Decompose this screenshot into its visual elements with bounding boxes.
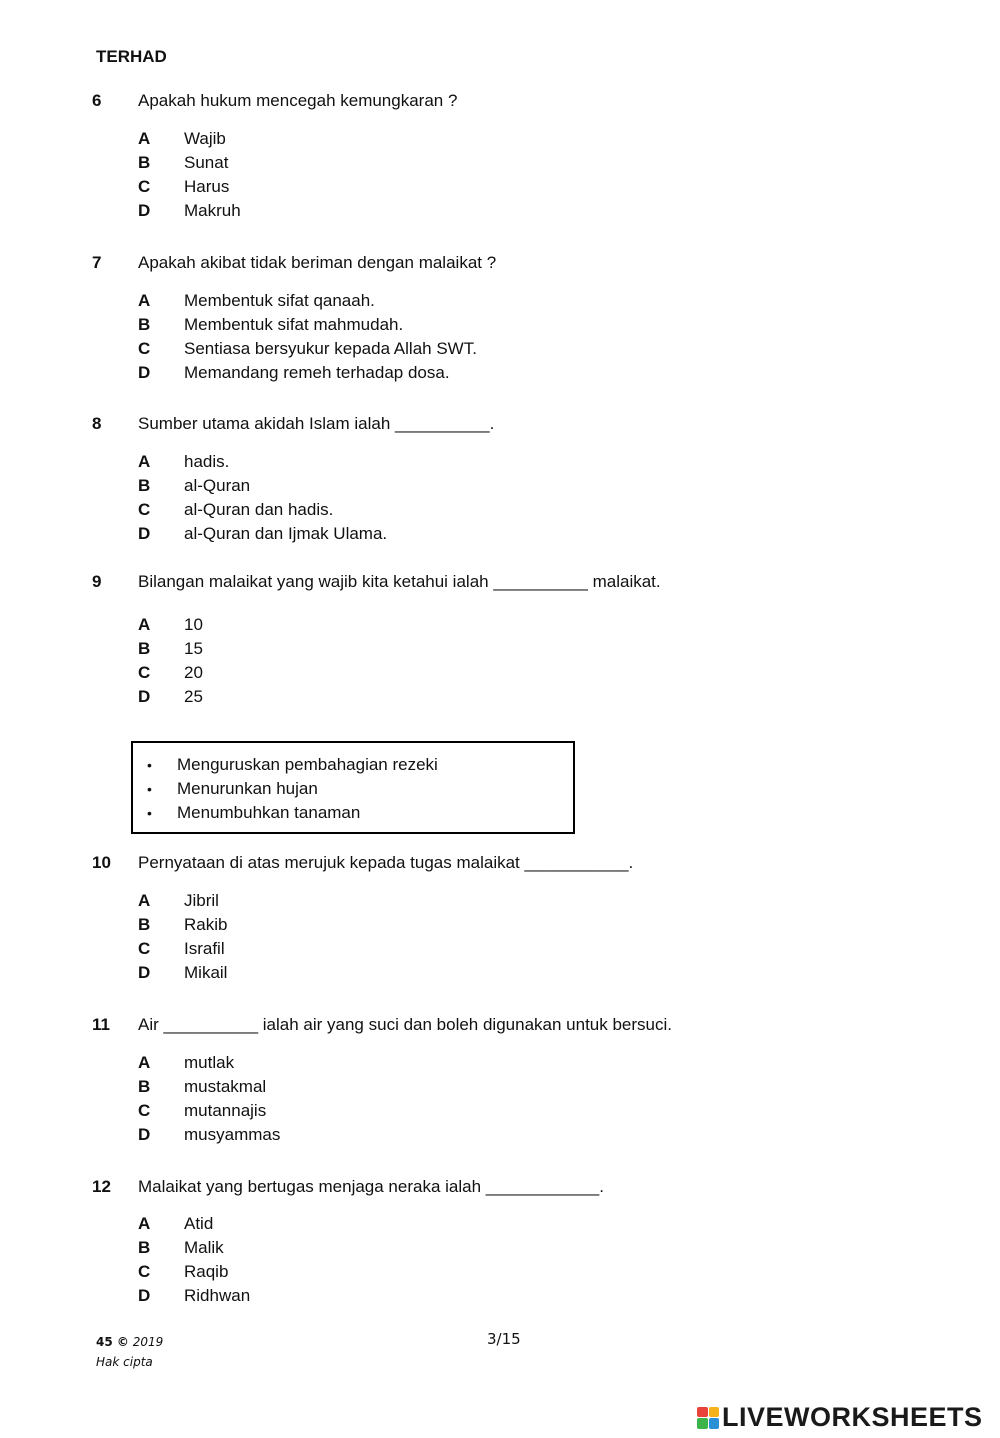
option-item[interactable] [138, 361, 477, 385]
option-item[interactable] [138, 199, 241, 223]
option-text: Wajib [184, 129, 226, 148]
option-text: Mikail [184, 963, 228, 982]
option-text: musyammas [184, 1125, 281, 1144]
option-text: mutannajis [184, 1101, 267, 1120]
option-text: Harus [184, 177, 230, 196]
option-text: Jibril [184, 891, 219, 910]
option-item[interactable] [138, 450, 387, 474]
option-text: al-Quran dan hadis. [184, 500, 334, 519]
option-text: 20 [184, 663, 203, 682]
question-number: 9 [92, 572, 102, 591]
bullet-icon: • [147, 805, 152, 821]
option-item[interactable] [138, 313, 477, 337]
option-item[interactable] [138, 685, 203, 709]
statement-item [147, 753, 438, 777]
option-letter: B [138, 639, 151, 658]
option-item[interactable] [138, 289, 477, 313]
option-text: 15 [184, 639, 203, 658]
question-number: 10 [92, 853, 111, 872]
option-text: Sunat [184, 153, 229, 172]
option-list [138, 889, 227, 985]
option-letter: C [138, 939, 151, 958]
option-list [138, 289, 477, 385]
option-item[interactable] [138, 1051, 280, 1075]
option-letter: D [138, 201, 151, 220]
footer-rights: Hak cipta [96, 1355, 153, 1369]
option-text: mutlak [184, 1053, 235, 1072]
option-list [138, 613, 203, 709]
option-item[interactable] [138, 613, 203, 637]
option-item[interactable] [138, 1284, 250, 1308]
option-item[interactable] [138, 337, 477, 361]
statement-list [147, 753, 438, 825]
option-letter: C [138, 1101, 151, 1120]
option-letter: A [138, 615, 151, 634]
option-text: Ridhwan [184, 1286, 251, 1305]
option-letter: B [138, 915, 151, 934]
option-letter: D [138, 524, 151, 543]
option-list [138, 1051, 280, 1147]
option-letter: C [138, 177, 151, 196]
option-letter: B [138, 315, 151, 334]
option-list [138, 1212, 250, 1308]
option-text: al-Quran [184, 476, 251, 495]
header-restricted: TERHAD [96, 47, 167, 66]
option-text: Membentuk sifat mahmudah. [184, 315, 404, 334]
question-text: Air __________ ialah air yang suci dan boleh digunakan untuk bersuci. [138, 1015, 672, 1034]
question-text: Apakah hukum mencegah kemungkaran ? [138, 91, 458, 110]
option-text: hadis. [184, 452, 230, 471]
option-letter: D [138, 1286, 151, 1305]
option-item[interactable] [138, 961, 227, 985]
option-item[interactable] [138, 1260, 250, 1284]
option-text: mustakmal [184, 1077, 267, 1096]
question-text: Malaikat yang bertugas menjaga neraka ialah ____________. [138, 1177, 604, 1196]
statement-text: Menurunkan hujan [177, 779, 318, 798]
option-item[interactable] [138, 889, 227, 913]
option-item[interactable] [138, 1075, 280, 1099]
copyright-footer [96, 1332, 163, 1372]
bullet-icon: • [147, 781, 152, 797]
option-letter: C [138, 1262, 151, 1281]
option-item[interactable] [138, 127, 241, 151]
option-letter: C [138, 339, 151, 358]
option-item[interactable] [138, 661, 203, 685]
option-letter: B [138, 153, 151, 172]
statement-item [147, 777, 438, 801]
option-letter: D [138, 1125, 151, 1144]
option-item[interactable] [138, 937, 227, 961]
question-text: Apakah akibat tidak beriman dengan malaikat ? [138, 253, 497, 272]
option-item[interactable] [138, 1099, 280, 1123]
option-text: Membentuk sifat qanaah. [184, 291, 375, 310]
option-text: 25 [184, 687, 203, 706]
question-number: 8 [92, 414, 102, 433]
question-text: Bilangan malaikat yang wajib kita ketahui ialah __________ malaikat. [138, 572, 661, 591]
option-text: Raqib [184, 1262, 229, 1281]
option-item[interactable] [138, 498, 387, 522]
option-item[interactable] [138, 1212, 250, 1236]
liveworksheets-brand [697, 1402, 983, 1433]
option-letter: A [138, 129, 151, 148]
liveworksheets-logo-icon [697, 1407, 719, 1429]
option-text: Memandang remeh terhadap dosa. [184, 363, 450, 382]
bullet-icon: • [147, 757, 152, 773]
option-item[interactable] [138, 913, 227, 937]
option-letter: A [138, 1053, 151, 1072]
statement-item [147, 801, 438, 825]
question-text: Sumber utama akidah Islam ialah __________. [138, 414, 495, 433]
option-letter: D [138, 687, 151, 706]
question-number: 11 [92, 1015, 110, 1034]
option-letter: B [138, 476, 151, 495]
option-item[interactable] [138, 175, 241, 199]
statement-text: Menguruskan pembahagian rezeki [177, 755, 438, 774]
option-text: Sentiasa bersyukur kepada Allah SWT. [184, 339, 477, 358]
option-item[interactable] [138, 151, 241, 175]
option-letter: A [138, 291, 151, 310]
option-letter: B [138, 1238, 151, 1257]
option-text: al-Quran dan Ijmak Ulama. [184, 524, 388, 543]
option-item[interactable] [138, 1236, 250, 1260]
option-text: Makruh [184, 201, 241, 220]
option-letter: D [138, 963, 151, 982]
statement-text: Menumbuhkan tanaman [177, 803, 361, 822]
option-text: Rakib [184, 915, 228, 934]
footer-year: 2019 [132, 1335, 164, 1349]
question-number: 12 [92, 1177, 111, 1196]
option-list [138, 127, 241, 223]
option-letter: A [138, 891, 151, 910]
option-text: Atid [184, 1214, 214, 1233]
option-letter: C [138, 500, 151, 519]
option-letter: A [138, 1214, 151, 1233]
question-text: Pernyataan di atas merujuk kepada tugas malaikat ___________. [138, 853, 634, 872]
option-item[interactable] [138, 1123, 280, 1147]
page-number: 3/15 [487, 1330, 521, 1348]
option-item[interactable] [138, 637, 203, 661]
footer-code: 45 © [96, 1335, 129, 1349]
option-letter: C [138, 663, 151, 682]
question-number: 6 [92, 91, 102, 110]
question-number: 7 [92, 253, 102, 272]
option-item[interactable] [138, 522, 387, 546]
statement-box [131, 741, 575, 834]
option-letter: B [138, 1077, 151, 1096]
option-text: Malik [184, 1238, 224, 1257]
option-text: Israfil [184, 939, 225, 958]
option-letter: D [138, 363, 151, 382]
brand-name: LIVEWORKSHEETS [722, 1402, 983, 1432]
option-item[interactable] [138, 474, 387, 498]
option-text: 10 [184, 615, 203, 634]
option-list [138, 450, 387, 546]
option-letter: A [138, 452, 151, 471]
